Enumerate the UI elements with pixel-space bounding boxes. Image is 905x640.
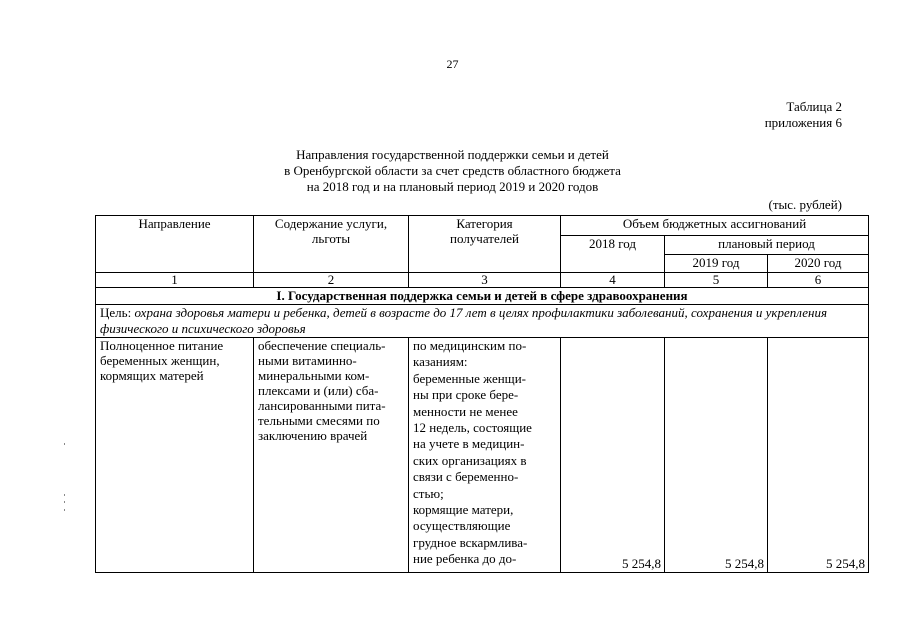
text-line: беременных женщин, bbox=[100, 353, 220, 368]
header-year-2018: 2018 год bbox=[561, 236, 665, 273]
header-budget-volume: Объем бюджетных ассигнований bbox=[561, 216, 869, 236]
text-line: осуществляющие bbox=[413, 518, 511, 534]
text-line: на учете в медицин- bbox=[413, 436, 525, 452]
text-line: кормящие матери, bbox=[413, 502, 514, 518]
title-line-2: в Оренбургской области за счет средств областного бюджета bbox=[284, 163, 621, 178]
header-category: Категория получателей bbox=[409, 216, 561, 273]
amount-2019: 5 254,8 bbox=[665, 338, 768, 573]
text-line: беременные женщи- bbox=[413, 370, 526, 386]
goal-text bbox=[96, 305, 869, 338]
text-line: минеральными ком- bbox=[258, 368, 370, 383]
title-line-1: Направления государственной поддержки семьи и детей bbox=[296, 147, 609, 162]
title-line-3: на 2018 год и на плановый период 2019 и 2020 годов bbox=[306, 179, 599, 194]
column-number: 6 bbox=[768, 273, 869, 288]
goal-label: Цель: bbox=[100, 305, 132, 320]
text-line: ских организациях в bbox=[413, 452, 527, 468]
text-line: грудное вскармлива- bbox=[413, 534, 528, 550]
column-number: 4 bbox=[561, 273, 665, 288]
header-year-2020: 2020 год bbox=[768, 255, 869, 273]
scan-mark bbox=[64, 443, 65, 445]
cell-direction bbox=[96, 338, 254, 573]
text-line: ны при сроке бере- bbox=[413, 387, 519, 403]
amount-2020: 5 254,8 bbox=[768, 338, 869, 573]
text-line: по медицинским по- bbox=[413, 338, 527, 353]
budget-table bbox=[95, 215, 869, 573]
text-line: лансированными пита- bbox=[258, 398, 386, 413]
table-reference-line-1: Таблица 2 bbox=[786, 99, 842, 114]
document-title bbox=[0, 147, 905, 195]
text-line: ние ребенка до до- bbox=[413, 551, 517, 567]
text-line: ными витаминно- bbox=[258, 353, 357, 368]
column-number: 2 bbox=[254, 273, 409, 288]
scan-mark bbox=[64, 509, 65, 511]
text-line: связи с беременно- bbox=[413, 469, 519, 485]
text-line: обеспечение специаль- bbox=[258, 338, 386, 353]
header-direction: Направление bbox=[96, 216, 254, 273]
text-line: казаниям: bbox=[413, 354, 468, 370]
text-line: заключению врачей bbox=[258, 428, 368, 443]
text-line: кормящих матерей bbox=[100, 368, 204, 383]
units-label: (тыс. рублей) bbox=[768, 197, 842, 212]
cell-category bbox=[409, 338, 561, 573]
column-number: 5 bbox=[665, 273, 768, 288]
scan-mark bbox=[64, 501, 65, 503]
table-reference-line-2: приложения 6 bbox=[764, 115, 842, 130]
column-number: 1 bbox=[96, 273, 254, 288]
goal-description: охрана здоровья матери и ребенка, детей в возрасте до 17 лет в целях профилактики заболеваний, сохранения и укрепления физического и психического здоровья bbox=[100, 305, 828, 336]
text-line: плексами и (или) сба- bbox=[258, 383, 379, 398]
column-number: 3 bbox=[409, 273, 561, 288]
amount-2018: 5 254,8 bbox=[561, 338, 665, 573]
text-line: Полноценное питание bbox=[100, 338, 224, 353]
table-reference bbox=[765, 99, 842, 131]
cell-content bbox=[254, 338, 409, 573]
table-row bbox=[96, 338, 869, 573]
text-line: тельными смесями по bbox=[258, 413, 380, 428]
section-title: I. Государственная поддержка семьи и детей в сфере здравоохранения bbox=[96, 288, 869, 305]
page-number: 27 bbox=[446, 57, 459, 71]
text-line: стью; bbox=[413, 485, 444, 501]
header-planned-period: плановый период bbox=[665, 236, 869, 255]
scan-mark bbox=[64, 494, 65, 496]
header-year-2019: 2019 год bbox=[665, 255, 768, 273]
text-line: менности не менее bbox=[413, 403, 518, 419]
header-content: Содержание услуги, льготы bbox=[254, 216, 409, 273]
text-line: 12 недель, состоящие bbox=[413, 420, 532, 436]
